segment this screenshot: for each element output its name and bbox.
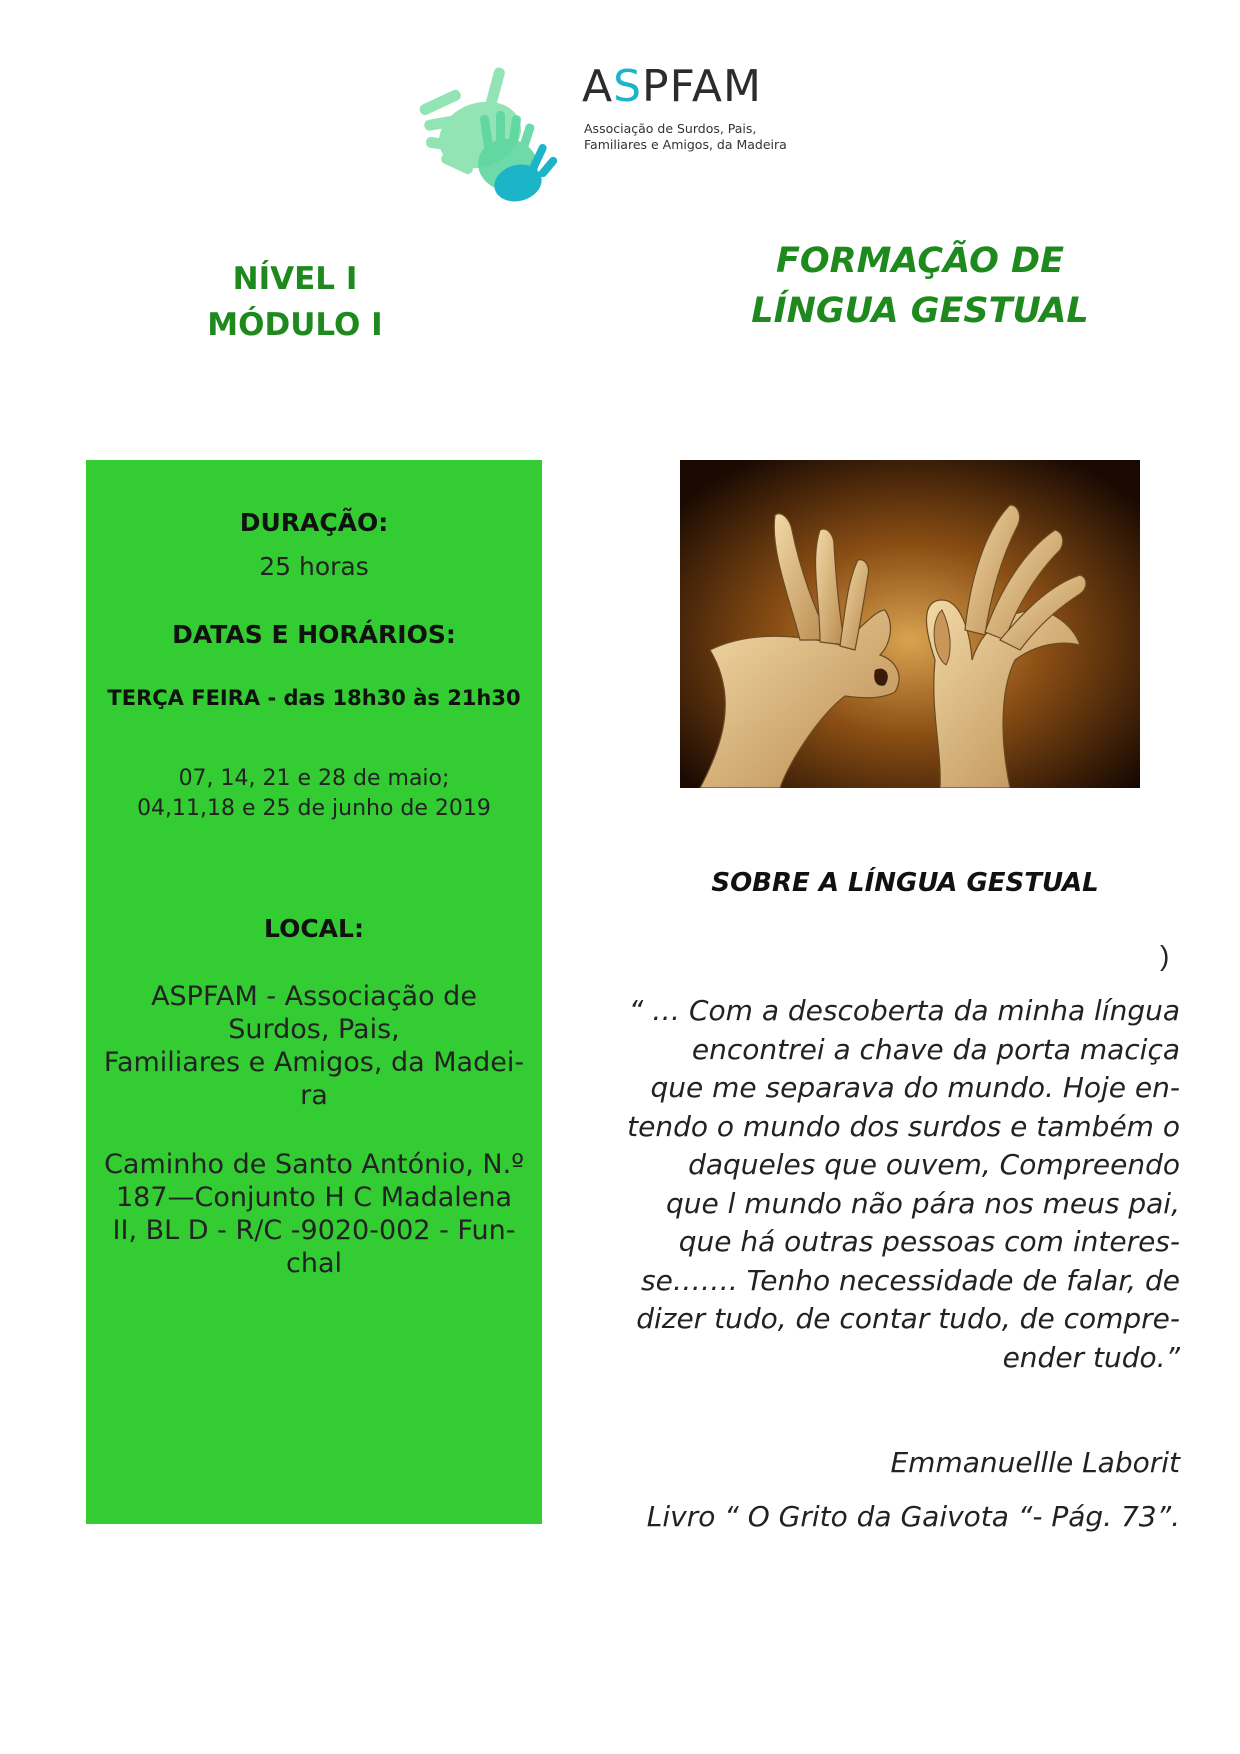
organization-logo bbox=[410, 55, 790, 215]
level-module-title bbox=[170, 256, 420, 348]
module-label: MÓDULO I bbox=[207, 307, 383, 343]
duration-value: 25 horas bbox=[259, 552, 369, 581]
quote-source: Livro “ O Grito da Gaivota “- Pág. 73”. bbox=[646, 1500, 1180, 1533]
hands-logo-icon bbox=[410, 55, 580, 215]
sign-language-hands-image bbox=[680, 460, 1140, 788]
level-label: NÍVEL I bbox=[232, 261, 358, 297]
schedule-day: TERÇA FEIRA - das 18h30 às 21h30 bbox=[107, 686, 521, 710]
schedule-heading: DATAS E HORÁRIOS: bbox=[172, 620, 456, 649]
location-heading: LOCAL: bbox=[264, 914, 364, 943]
course-info-panel bbox=[86, 460, 542, 1524]
location-name: ASPFAM - Associação de Surdos, Pais, Familiares e Amigos, da Madei- ra bbox=[103, 981, 525, 1111]
duration-heading: DURAÇÃO: bbox=[239, 508, 389, 537]
logo-subtitle: Associação de Surdos, Pais, Familiares e Amigos, da Madeira bbox=[584, 121, 787, 152]
quote-text: “ … Com a descoberta da minha língua encontrei a chave da porta maciça que me separava do mundo. Hoje en- tendo o mundo dos surdos e também o daqueles que ouvem, Compreendo que l mundo não pára nos meus pai, que há outras pessoas com interes- se……. Tenho necessidade de falar, de dizer tudo, de contar tudo, de compre- ender tudo.” bbox=[627, 994, 1180, 1374]
logo-name: ASPFAM bbox=[582, 61, 762, 112]
location-address: Caminho de Santo António, N.º 187—Conjunto H C Madalena II, BL D - R/C -9020-002 - Fun- chal bbox=[104, 1149, 524, 1279]
quote-author: Emmanuellle Laborit bbox=[890, 1446, 1180, 1479]
stray-parenthesis: ) bbox=[1160, 940, 1170, 971]
about-heading: SOBRE A LÍNGUA GESTUAL bbox=[711, 868, 1099, 898]
course-dates: 07, 14, 21 e 28 de maio; 04,11,18 e 25 de junho de 2019 bbox=[137, 766, 491, 821]
course-title: FORMAÇÃO DE LÍNGUA GESTUAL bbox=[751, 241, 1089, 331]
